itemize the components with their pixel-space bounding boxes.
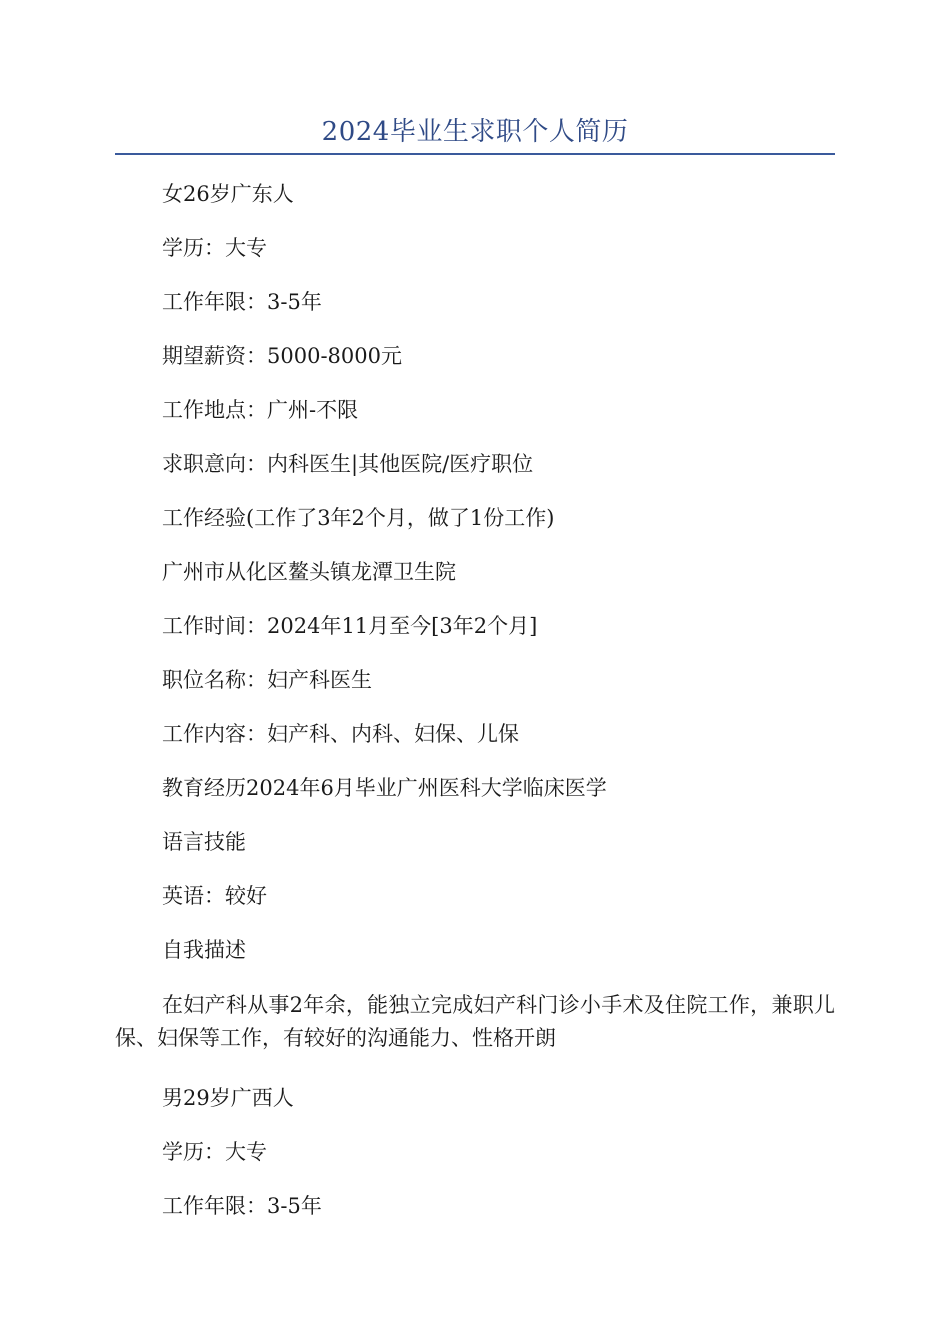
paragraph-expected-salary: 期望薪资：5000-8000元 <box>162 344 402 368</box>
heading-language-skills: 语言技能 <box>162 830 246 854</box>
paragraph-education: 学历：大专 <box>162 236 267 260</box>
paragraph-gender-age-origin: 女26岁广东人 <box>162 182 294 206</box>
paragraph-job-intention: 求职意向：内科医生|其他医院/医疗职位 <box>162 452 534 476</box>
paragraph-gender-age-origin-2: 男29岁广西人 <box>162 1086 294 1110</box>
heading-self-description: 自我描述 <box>162 938 246 962</box>
paragraph-education-2: 学历：大专 <box>162 1140 267 1164</box>
paragraph-work-location: 工作地点：广州-不限 <box>162 398 359 422</box>
paragraph-position-title: 职位名称：妇产科医生 <box>162 668 372 692</box>
paragraph-employer: 广州市从化区鳌头镇龙潭卫生院 <box>162 560 456 584</box>
paragraph-education-history: 教育经历2024年6月毕业广州医科大学临床医学 <box>162 776 607 800</box>
paragraph-english-level: 英语：较好 <box>162 884 267 908</box>
paragraph-work-content: 工作内容：妇产科、内科、妇保、儿保 <box>162 722 519 746</box>
title-underline <box>115 153 835 155</box>
paragraph-work-period: 工作时间：2024年11月至今[3年2个月] <box>162 614 538 638</box>
paragraph-work-years: 工作年限：3-5年 <box>162 290 322 314</box>
paragraph-work-years-2: 工作年限：3-5年 <box>162 1194 322 1218</box>
document-title: 2024毕业生求职个人简历 <box>321 117 629 147</box>
paragraph-self-description: 在妇产科从事2年余，能独立完成妇产科门诊小手术及住院工作，兼职儿保、妇保等工作，有较好的沟通能力、性格开朗 <box>115 993 835 1050</box>
paragraph-work-experience: 工作经验(工作了3年2个月，做了1份工作) <box>162 506 555 530</box>
